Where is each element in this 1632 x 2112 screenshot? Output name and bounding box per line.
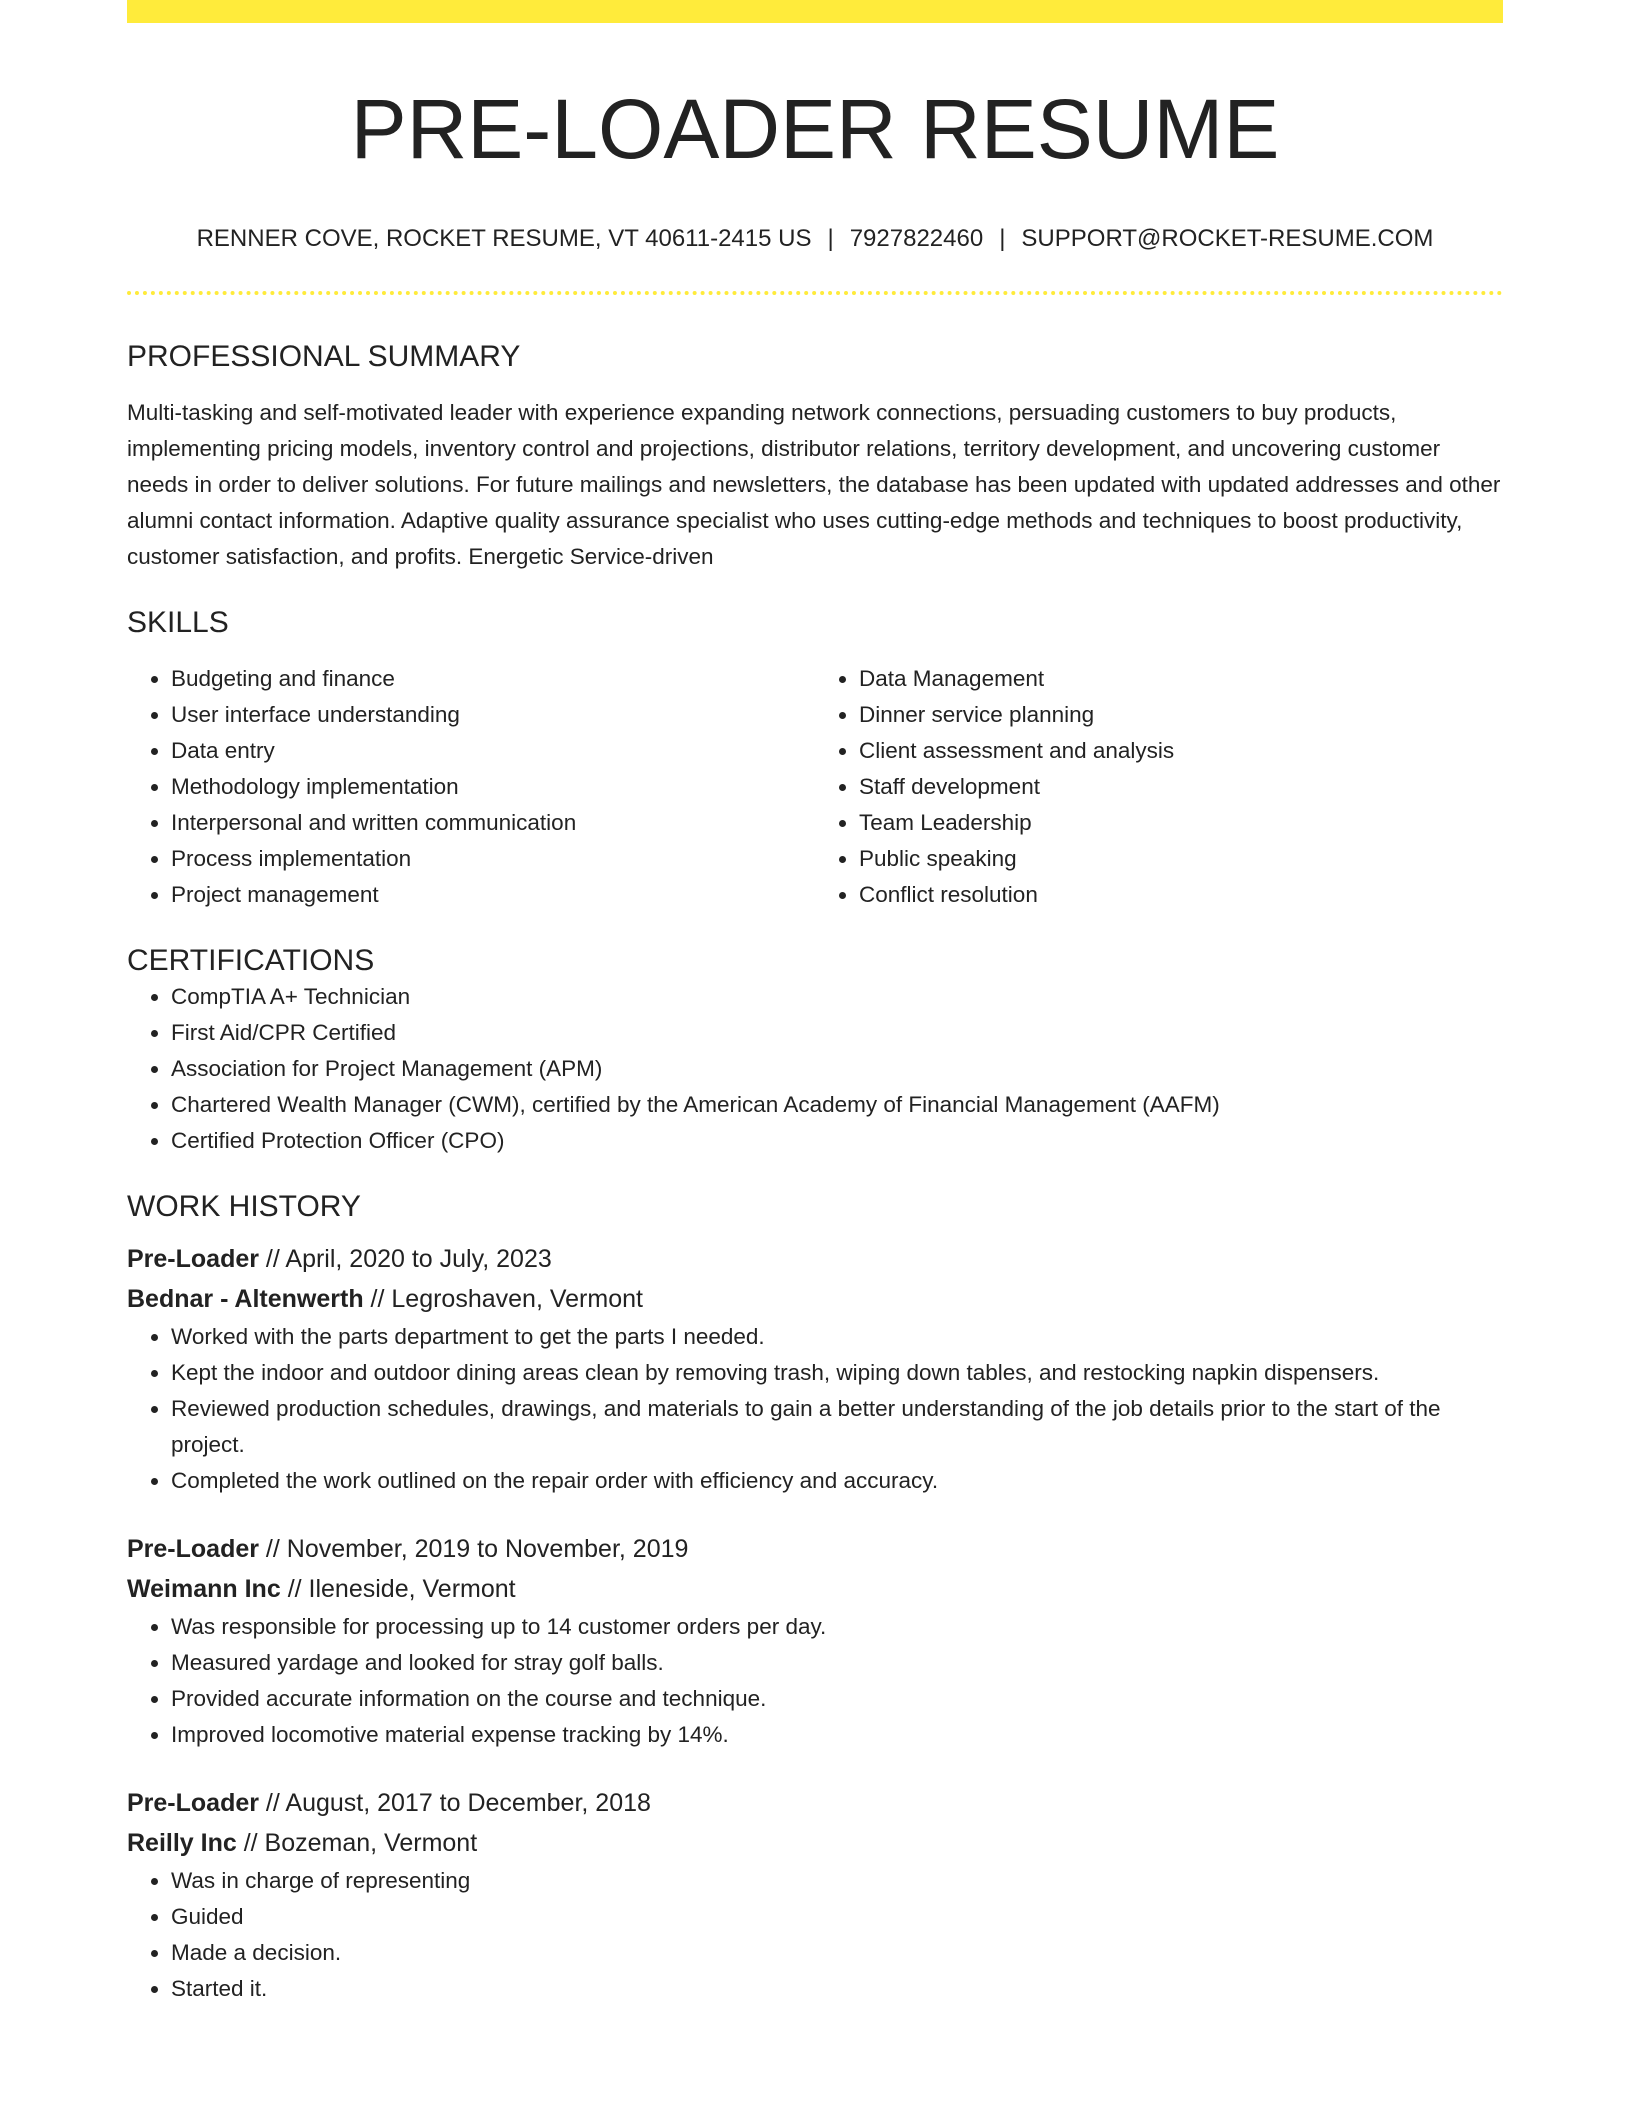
- job-company-line: [127, 1279, 1503, 1319]
- contact-line: [127, 223, 1503, 254]
- skill-item: • Public speaking: [859, 841, 1503, 877]
- certifications-section: [127, 943, 1503, 1159]
- skill-item: • Staff development: [859, 769, 1503, 805]
- section-title-certifications: CERTIFICATIONS: [127, 943, 375, 977]
- contact-email: SUPPORT@ROCKET-RESUME.COM: [1021, 225, 1434, 253]
- skill-item: • Client assessment and analysis: [859, 733, 1503, 769]
- certification-item: • Certified Protection Officer (CPO): [171, 1123, 1503, 1159]
- certification-item: • First Aid/CPR Certified: [171, 1015, 1503, 1051]
- resume-title: PRE-LOADER RESUME: [350, 82, 1280, 176]
- job-company-line: [127, 1823, 1503, 1863]
- job-dates: // November, 2019 to November, 2019: [258, 1534, 689, 1563]
- skills-list-left: [127, 661, 815, 913]
- certification-item: • CompTIA A+ Technician: [171, 979, 1503, 1015]
- job-role-line: [127, 1529, 1503, 1569]
- job-entry: [127, 1783, 1503, 2007]
- job-bullet: • Was in charge of representing: [171, 1863, 1503, 1899]
- job-entry: [127, 1529, 1503, 1753]
- skill-item: • User interface understanding: [171, 697, 815, 733]
- job-bullet: • Provided accurate information on the course and technique.: [171, 1681, 1503, 1717]
- skill-item: • Interpersonal and written communication: [171, 805, 815, 841]
- skills-section: [127, 605, 1503, 913]
- job-role: Pre-Loader: [127, 1534, 259, 1563]
- section-title-summary: PROFESSIONAL SUMMARY: [127, 339, 521, 373]
- job-bullet: • Measured yardage and looked for stray golf balls.: [171, 1645, 1503, 1681]
- skill-item: • Dinner service planning: [859, 697, 1503, 733]
- skill-item: • Team Leadership: [859, 805, 1503, 841]
- skill-item: • Data Management: [859, 661, 1503, 697]
- contact-address: RENNER COVE, ROCKET RESUME, VT 40611-2415 US: [196, 225, 812, 253]
- job-location: // Bozeman, Vermont: [236, 1828, 478, 1857]
- job-entry: [127, 1239, 1503, 1499]
- skills-column-left: [127, 661, 815, 913]
- job-bullet: • Completed the work outlined on the repair order with efficiency and accuracy.: [171, 1463, 1503, 1499]
- contact-separator: |: [999, 225, 1006, 253]
- job-bullet: • Kept the indoor and outdoor dining areas clean by removing trash, wiping down tables, and restocking napkin dispensers.: [171, 1355, 1503, 1391]
- job-bullet-list: [127, 1609, 1503, 1753]
- summary-section: [127, 339, 1503, 575]
- job-bullet: • Reviewed production schedules, drawings, and materials to gain a better understanding of the job details prior to the start of the project.: [171, 1391, 1503, 1463]
- work-history-section: [127, 1189, 1503, 2007]
- job-bullet: • Guided: [171, 1899, 1503, 1935]
- job-role-line: [127, 1239, 1503, 1279]
- job-company: Reilly Inc: [127, 1828, 237, 1857]
- section-title-work-history: WORK HISTORY: [127, 1189, 361, 1223]
- contact-separator: |: [827, 225, 834, 253]
- job-bullet: • Made a decision.: [171, 1935, 1503, 1971]
- job-bullet-list: [127, 1863, 1503, 2007]
- job-location: // Legroshaven, Vermont: [363, 1284, 643, 1313]
- job-dates: // August, 2017 to December, 2018: [258, 1788, 651, 1817]
- job-dates: // April, 2020 to July, 2023: [258, 1244, 552, 1273]
- certifications-list: [127, 979, 1503, 1159]
- resume-page: [127, 0, 1503, 2007]
- skill-item: • Project management: [171, 877, 815, 913]
- skills-column-right: [815, 661, 1503, 913]
- skill-item: • Data entry: [171, 733, 815, 769]
- job-role: Pre-Loader: [127, 1788, 259, 1817]
- certification-item: • Association for Project Management (APM): [171, 1051, 1503, 1087]
- job-company-line: [127, 1569, 1503, 1609]
- job-bullet-list: [127, 1319, 1503, 1499]
- job-location: // Ileneside, Vermont: [280, 1574, 516, 1603]
- accent-top-bar: [127, 0, 1503, 23]
- skill-item: • Budgeting and finance: [171, 661, 815, 697]
- skill-item: • Process implementation: [171, 841, 815, 877]
- job-company: Bednar - Altenwerth: [127, 1284, 364, 1313]
- skills-list-right: [815, 661, 1503, 913]
- contact-phone: 7927822460: [849, 225, 984, 253]
- job-role: Pre-Loader: [127, 1244, 259, 1273]
- job-role-line: [127, 1783, 1503, 1823]
- job-bullet: • Worked with the parts department to get the parts I needed.: [171, 1319, 1503, 1355]
- job-company: Weimann Inc: [127, 1574, 281, 1603]
- skill-item: • Conflict resolution: [859, 877, 1503, 913]
- certification-item: • Chartered Wealth Manager (CWM), certified by the American Academy of Financial Management (AAFM): [171, 1087, 1503, 1123]
- section-title-skills: SKILLS: [127, 605, 229, 639]
- skills-grid: [127, 661, 1503, 913]
- job-bullet: • Was responsible for processing up to 14 customer orders per day.: [171, 1609, 1503, 1645]
- job-bullet: • Started it.: [171, 1971, 1503, 2007]
- dotted-divider: [127, 291, 1503, 295]
- skill-item: • Methodology implementation: [171, 769, 815, 805]
- summary-text: Multi-tasking and self-motivated leader with experience expanding network connections, persuading customers to buy products, implementing pricing models, inventory control and projections, distributor relations, territory development, and uncovering customer needs in order to deliver solutions. For future mailings and newsletters, the database has been updated with updated addresses and other alumni contact information. Adaptive quality assurance specialist who uses cutting-edge methods and techniques to boost productivity, customer satisfaction, and profits. Energetic Service-driven: [127, 399, 1501, 569]
- job-bullet: • Improved locomotive material expense tracking by 14%.: [171, 1717, 1503, 1753]
